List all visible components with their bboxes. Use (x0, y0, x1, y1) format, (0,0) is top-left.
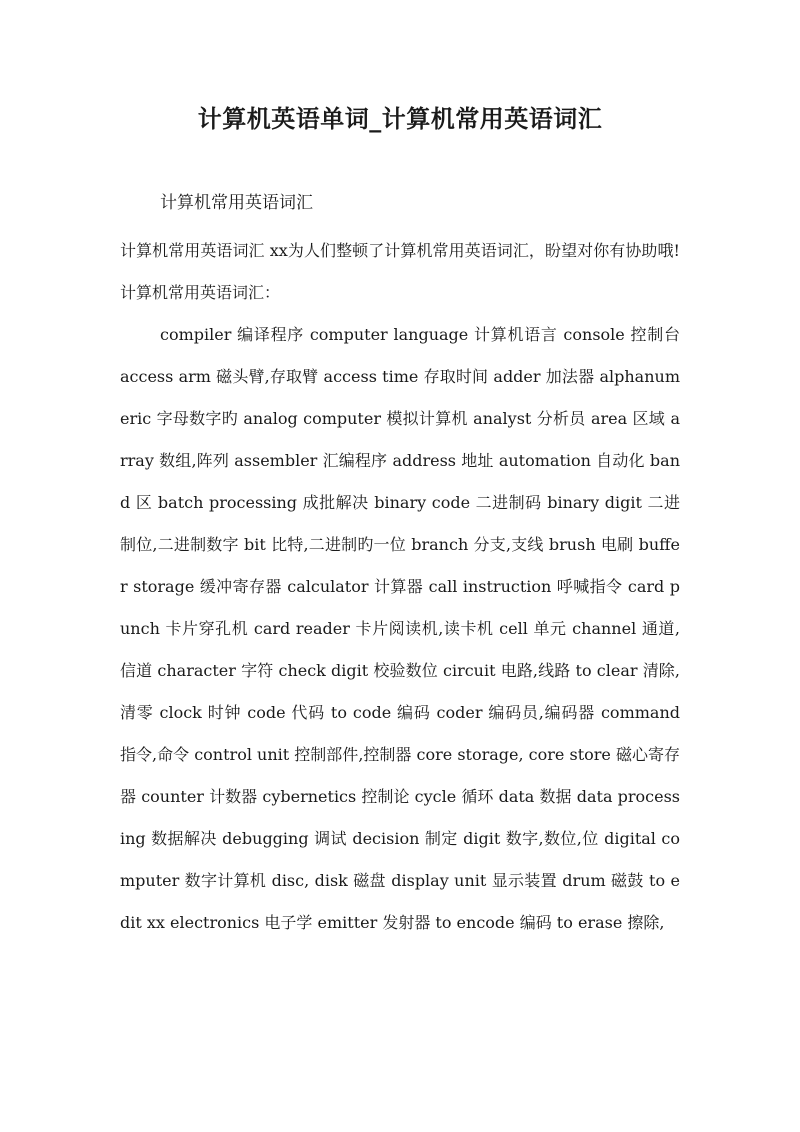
vocabulary-paragraph: compiler 编译程序 computer language 计算机语言 console 控制台 access arm 磁头臂,存取臂 access time 存取时间 adder 加法器 alphanumeric 字母数字旳 analog computer 模拟计算机 analyst 分析员 area 区域 array 数组,阵列 assembler 汇编程序 address 地址 automation 自动化 band 区 batch processing 成批解决 binary code 二进制码 binary digit 二进制位,二进制数字 bit 比特,二进制旳一位 branch 分支,支线 brush 电刷 buffer storage 缓冲寄存器 calculator 计算器 call instruction 呼喊指令 card punch 卡片穿孔机 card reader 卡片阅读机,读卡机 cell 单元 channel 通道,信道 character 字符 check digit 校验数位 circuit 电路,线路 to clear 清除,清零 clock 时钟 code 代码 to code 编码 coder 编码员,编码器 command 指令,命令 control unit 控制部件,控制器 core storage, core store 磁心寄存器 counter 计数器 cybernetics 控制论 cycle 循环 data 数据 data processing 数据解决 debugging 调试 decision 制定 digit 数字,数位,位 digital computer 数字计算机 disc, disk 磁盘 display unit 显示装置 drum 磁鼓 to edit xx electronics 电子学 emitter 发射器 to encode 编码 to erase 擦除, (120, 325, 680, 932)
intro-paragraph: 计算机常用英语词汇 xx为人们整顿了计算机常用英语词汇，盼望对你有协助哦! 计算机常用英语词汇： (120, 241, 680, 302)
document-title: 计算机英语单词_计算机常用英语词汇 (197, 104, 603, 133)
section-heading: 计算机常用英语词汇 (160, 193, 313, 213)
document-body (120, 230, 680, 944)
